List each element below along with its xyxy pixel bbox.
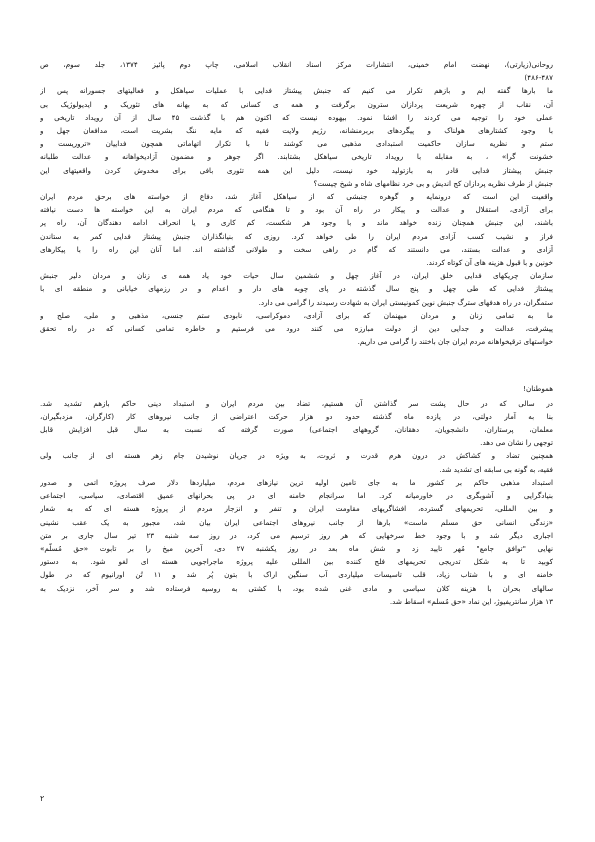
text-line: بنا به آمار دولتی، در یازده ماه گذشته حدود دو هزار حرکت اعتراضی از جانب نیروهای کار (کارگران، مزدبگیران، [40, 411, 553, 421]
text-line: برای آزادی، استقلال و عدالت و پیکار در راه آن بود و تا هنگامی که مردم ایران به این خواسته ها دست نیافته [40, 205, 553, 215]
paragraph-salute [40, 309, 553, 349]
text-line: نهایی "توافق جامع" مُهر تایید زد و شش ماه بعد در روز یکشنبه ۲۷ دی، آخرین میخ را بر تابوت «حق مُسلّم» [40, 543, 553, 553]
text-line: باشند، این جنبش همچنان زنده خواهد ماند و با وجود هر شکست، کم کاری و یا انحراف ادامه دهندگان آن، راه پر [40, 218, 553, 228]
text-line: توجهی را نشان می دهد. [480, 438, 553, 448]
text-line: آزادی و عدالت بستند، می دانستند که گام در راهی سخت و طولانی گذاشته اند. اما آنان این راه را با پیکارهای [40, 244, 553, 254]
text-line: ما به تمامی زنان و مردان میهنمان که برای آزادی، دموکراسی، نابودی ستم جنسی، مذهبی و ملی، صلح و [40, 310, 553, 320]
text-line: خواستهای ترقیخواهانه مردم ایران جان باختند را گرامی می داریم. [357, 337, 553, 347]
text-line: پیشتاز فدایی که طی چهل و پنج سال گذشته در پای چوبه های دار و اعدام و در رزمهای خیابانی و منطقه ای با [40, 284, 553, 294]
citation-paragraph [40, 58, 553, 84]
paragraph-reality [40, 190, 553, 269]
text-line: با وجود کشتارهای هولناک و پیگردهای بربرمنشانه، رژیم ولایت فقیه که مایه ننگ بشریت است، مدافعان جهل و [40, 126, 553, 136]
paragraph-organization [40, 269, 553, 309]
text-line: پیشرفت، عدالت و جدایی دین از دولت مبارزه می کنند درود می فرستیم و خاطره تمامی کسانی که در راه تحقق [40, 324, 553, 334]
paragraph-year [40, 397, 553, 450]
text-line: در سالی که در حال پشت سر گذاشتن آن هستیم، تضاد بین مردم ایران و استبداد دینی حاکم بازهم تشدید شد. [40, 398, 553, 408]
text-line: ستم و نظریه سازان حاکمیت استبدادی مذهبی می کوشند تا با تکرار اتهاماتی همچون فداییان «تروریست و [40, 139, 553, 149]
text-line: جنبش پیشتاز فدایی قادر به بازتولید خود نیست، دلیل این همه تئوری بافی برای مخدوش کردن واقعیتهای این [40, 165, 553, 175]
text-line: سالهای بحران با هزینه کلان سیاسی و مادی غنی شده بود، با کشتی به روسیه فرستاده شد و سر آخر، نزدیک به [40, 583, 553, 593]
text-line: ستمگران، در راه هدفهای سترگ جنبش نوین کمونیستی ایران به شهادت رسیدند را گرامی می دارد. [258, 297, 553, 307]
text-line: کوبید تا به شکل تدریجی تحریمهای فلج کننده بین المللی علیه پروژه ماجراجویی هسته ای لغو شود. به دستور [40, 557, 553, 567]
text-line: واقعیت این است که درونمایه و گوهره جنبشی که از سیاهکل آغاز شد، دفاع از خواسته های برحق مردم ایران [40, 192, 553, 202]
section-gap [40, 348, 553, 382]
text-line: فراز و نشیب کسب آزادی مردم ایران را طی خواهد کرد. روزی که بنیانگذاران جنبش پیشتاز فدایی کمر به ستاندن [40, 231, 553, 241]
text-line: خامنه ای و با شتاب زیاد، قلب تاسیسات میلیاردی آب سنگین اراک با بتون پُر شد و ۱۱ تُن اورانیوم که در طول [40, 570, 553, 580]
text-line: روحانی(زیارتی)، نهضت امام خمینی، انتشارات مرکز اسناد انقلاب اسلامی، چاپ دوم پائیز ۱۳۷۴، جلد سوم، ص [40, 60, 553, 69]
greeting-heading: هموطنان! [523, 384, 553, 394]
text-line: استبداد مذهبی حاکم بر کشور ما به جای تامین اولیه ترین نیازهای مردم، میلیاردها دلار صرف پروژه اتمی و صدور [40, 477, 553, 487]
text-line: ما بارها گفته ایم و بازهم تکرار می کنیم که جنبش پیشتاز فدایی با عملیات سیاهکل و فعالیتهای جسورانه پس از [40, 86, 553, 96]
text-line: عملی خود را توجیه می کردند را افشا نمود. بیهوده نیست که اکنون هم با گذشت ۴۵ سال از آن رویداد تاریخی و [40, 112, 553, 122]
text-line: فقیه، به گونه بی سابقه ای تشدید شد. [439, 464, 553, 474]
text-line: آن، نقاب از چهره شریعت پردازان سترون برگرفت و همه ی کسانی که به بهانه های تئوریک و ایدیولوژیک بی [40, 99, 553, 109]
text-line: ۴۸۶-۴۸۷) [524, 73, 553, 83]
paragraph-nuclear [40, 476, 553, 608]
text-line: ۱۳ هزار سانتریفیوژ، این نماد «حق مُسلم» اسقاط شد. [389, 596, 553, 606]
paragraph-vanguard [40, 84, 553, 190]
text-line: خشونت گرا» ، به مقابله با رویداد تاریخی سیاهکل بشتابند. اگر جوهر و مضمون آزادیخواهانه و عدالت طلبانه [40, 152, 553, 162]
text-line: معلمان، پرستاران، دانشجویان، دهقانان، گروههای اجتماعی) صورت گرفته که نسبت به سال قبل افزایش قابل [40, 425, 553, 435]
page-content [40, 58, 553, 608]
text-line: اجباری دیگر شد و با وجود خط سرخهایی که هر روز ترسیم می کرد، در روز سه شنبه ۲۳ تیر سال جاری بر متن [40, 530, 553, 540]
page-number: ۲ [40, 794, 45, 803]
text-line: بنیادگرایی و آشوبگری در خاورمیانه کرد. اما سرانجام خامنه ای در پی بحرانهای عمیق اقتصادی، سیاسی، اجتماعی [40, 491, 553, 501]
text-line: سازمان چریکهای فدایی خلق ایران، در آغاز چهل و ششمین سال حیات خود یاد همه ی زنان و مردان دلیر جنبش [40, 271, 553, 281]
text-line: جنبش از طرف نظریه پردازان کج اندیش و بی خرد نظامهای شاه و شیخ چیست؟ [313, 178, 553, 188]
text-line: «زندگی انسانی حق مسلم ماست» بارها از جانب نیروهای اجتماعی ایران بیان شد، مجبور به یک عقب نشینی [40, 517, 553, 527]
text-line: همچنین تضاد و کشاکش در درون هرم قدرت و ثروت، به ویژه در جریان نوشیدن جام زهر هسته ای از جانب ولی [40, 451, 553, 461]
text-line: و بین المللی، تحریمهای گسترده، افشاگریهای مقاومت ایران و تنفر و انزجار مردم از پروژه هسته ای که به شعار [40, 504, 553, 514]
text-line: خونین و با قبول هزینه های آن کوتاه کردند. [426, 258, 553, 268]
paragraph-power-conflict [40, 449, 553, 475]
